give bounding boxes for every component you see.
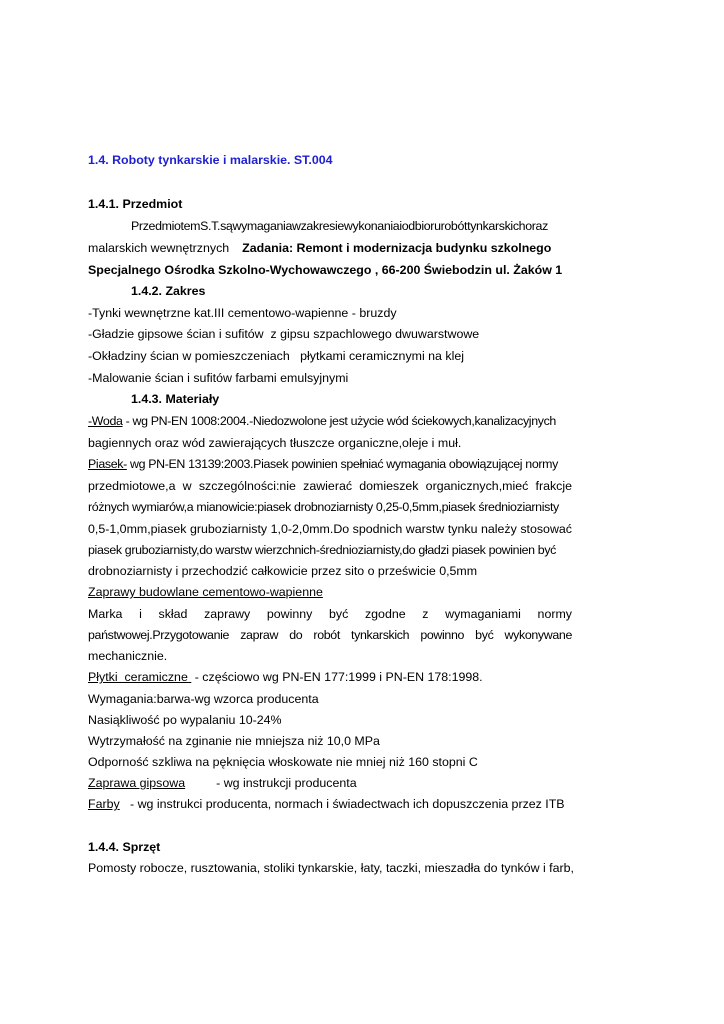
plytki-req-4: Odporność szkliwa na pęknięcia włoskowate nie mniej niż 160 stopni C <box>88 755 478 769</box>
woda-label: -Woda <box>88 414 123 428</box>
heading-sprzet: 1.4.4. Sprzęt <box>88 840 161 854</box>
woda-line-1 <box>88 413 572 429</box>
zakres-item-4: -Malowanie ścian i sufitów farbami emulsyjnymi <box>88 371 349 385</box>
gips-line <box>88 775 572 791</box>
zaprawy-line-3: mechanicznie. <box>88 649 168 663</box>
piasek-line-3: różnych wymiarów,a mianowicie:piasek drobnoziarnisty 0,25-0,5mm,piasek średnioziarnisty <box>88 500 559 514</box>
sprzet-line-1: Pomosty robocze, rusztowania, stoliki tynkarskie, łaty, taczki, mieszadła do tynków i farb, <box>88 861 574 875</box>
plytki-text: - częściowo wg PN-EN 177:1999 i PN-EN 178:1998. <box>191 670 483 684</box>
piasek-line-6: drobnoziarnisty i przechodzić całkowicie przez sito o prześwicie 0,5mm <box>88 564 478 578</box>
przedmiot-line-1: PrzedmiotemS.T.sąwymaganiawzakresiewykonaniaiodbiorurobóttynkarskichoraz <box>131 219 548 233</box>
woda-text: - wg PN-EN 1008:2004.-Niedozwolone jest użycie wód ściekowych,kanalizacyjnych <box>122 414 556 428</box>
woda-line-2: bagiennych oraz wód zawierających tłuszcze organiczne,oleje i muł. <box>88 436 462 450</box>
zaprawy-line-2: państwowej.Przygotowanie zapraw do robót tynkarskich powinno być wykonywane <box>88 628 572 642</box>
gips-text: - wg instrukcji producenta <box>216 776 357 790</box>
piasek-line-1 <box>88 456 572 472</box>
farby-label: Farby <box>88 797 120 811</box>
piasek-label: Piasek- <box>88 457 127 471</box>
section-title: 1.4. Roboty tynkarskie i malarskie. ST.004 <box>88 153 333 167</box>
heading-zakres: 1.4.2. Zakres <box>131 284 206 298</box>
piasek-text: wg PN-EN 13139:2003.Piasek powinien spełniać wymagania obowiązującej normy <box>126 457 558 471</box>
przedmiot-line-2-start: malarskich wewnętrznych <box>88 241 230 255</box>
heading-materialy: 1.4.3. Materiały <box>131 392 220 406</box>
zakres-item-1: -Tynki wewnętrzne kat.III cementowo-wapienne - bruzdy <box>88 306 397 320</box>
piasek-line-5: piasek gruboziarnisty,do warstw wierzchnich-średnioziarnisty,do gładzi piasek powinien być <box>88 543 557 557</box>
plytki-req-1: Wymagania:barwa-wg wzorca producenta <box>88 692 319 706</box>
przedmiot-zadania: Zadania: Remont i modernizacja budynku szkolnego <box>242 241 552 255</box>
plytki-req-2: Nasiąkliwość po wypalaniu 10-24% <box>88 713 282 727</box>
zakres-item-2: -Gładzie gipsowe ścian i sufitów z gipsu szpachlowego dwuwarstwowe <box>88 327 480 341</box>
heading-przedmiot: 1.4.1. Przedmiot <box>88 197 183 211</box>
piasek-line-2: przedmiotowe,a w szczególności:nie zawierać domieszek organicznych,mieć frakcje <box>88 479 572 493</box>
przedmiot-line-3: Specjalnego Ośrodka Szkolno-Wychowawczego , 66-200 Świebodzin ul. Żaków 1 <box>88 263 563 277</box>
plytki-line-1 <box>88 669 572 685</box>
zakres-item-3: -Okładziny ścian w pomieszczeniach płytkami ceramicznymi na klej <box>88 349 464 363</box>
farby-line <box>88 796 572 812</box>
piasek-line-4: 0,5-1,0mm,piasek gruboziarnisty 1,0-2,0mm.Do spodnich warstw tynku należy stosować <box>88 522 572 536</box>
plytki-req-3: Wytrzymałość na zginanie nie mniejsza niż 10,0 MPa <box>88 734 380 748</box>
zaprawy-label: Zaprawy budowlane cementowo-wapienne <box>88 585 323 599</box>
plytki-label: Płytki ceramiczne <box>88 670 192 684</box>
gips-label: Zaprawa gipsowa <box>88 776 186 790</box>
farby-text: - wg instrukci producenta, normach i świadectwach ich dopuszczenia przez ITB <box>119 797 565 811</box>
zaprawy-line-1: Marka i skład zaprawy powinny być zgodne z wymaganiami normy <box>88 607 572 621</box>
przedmiot-line-2 <box>88 240 572 256</box>
